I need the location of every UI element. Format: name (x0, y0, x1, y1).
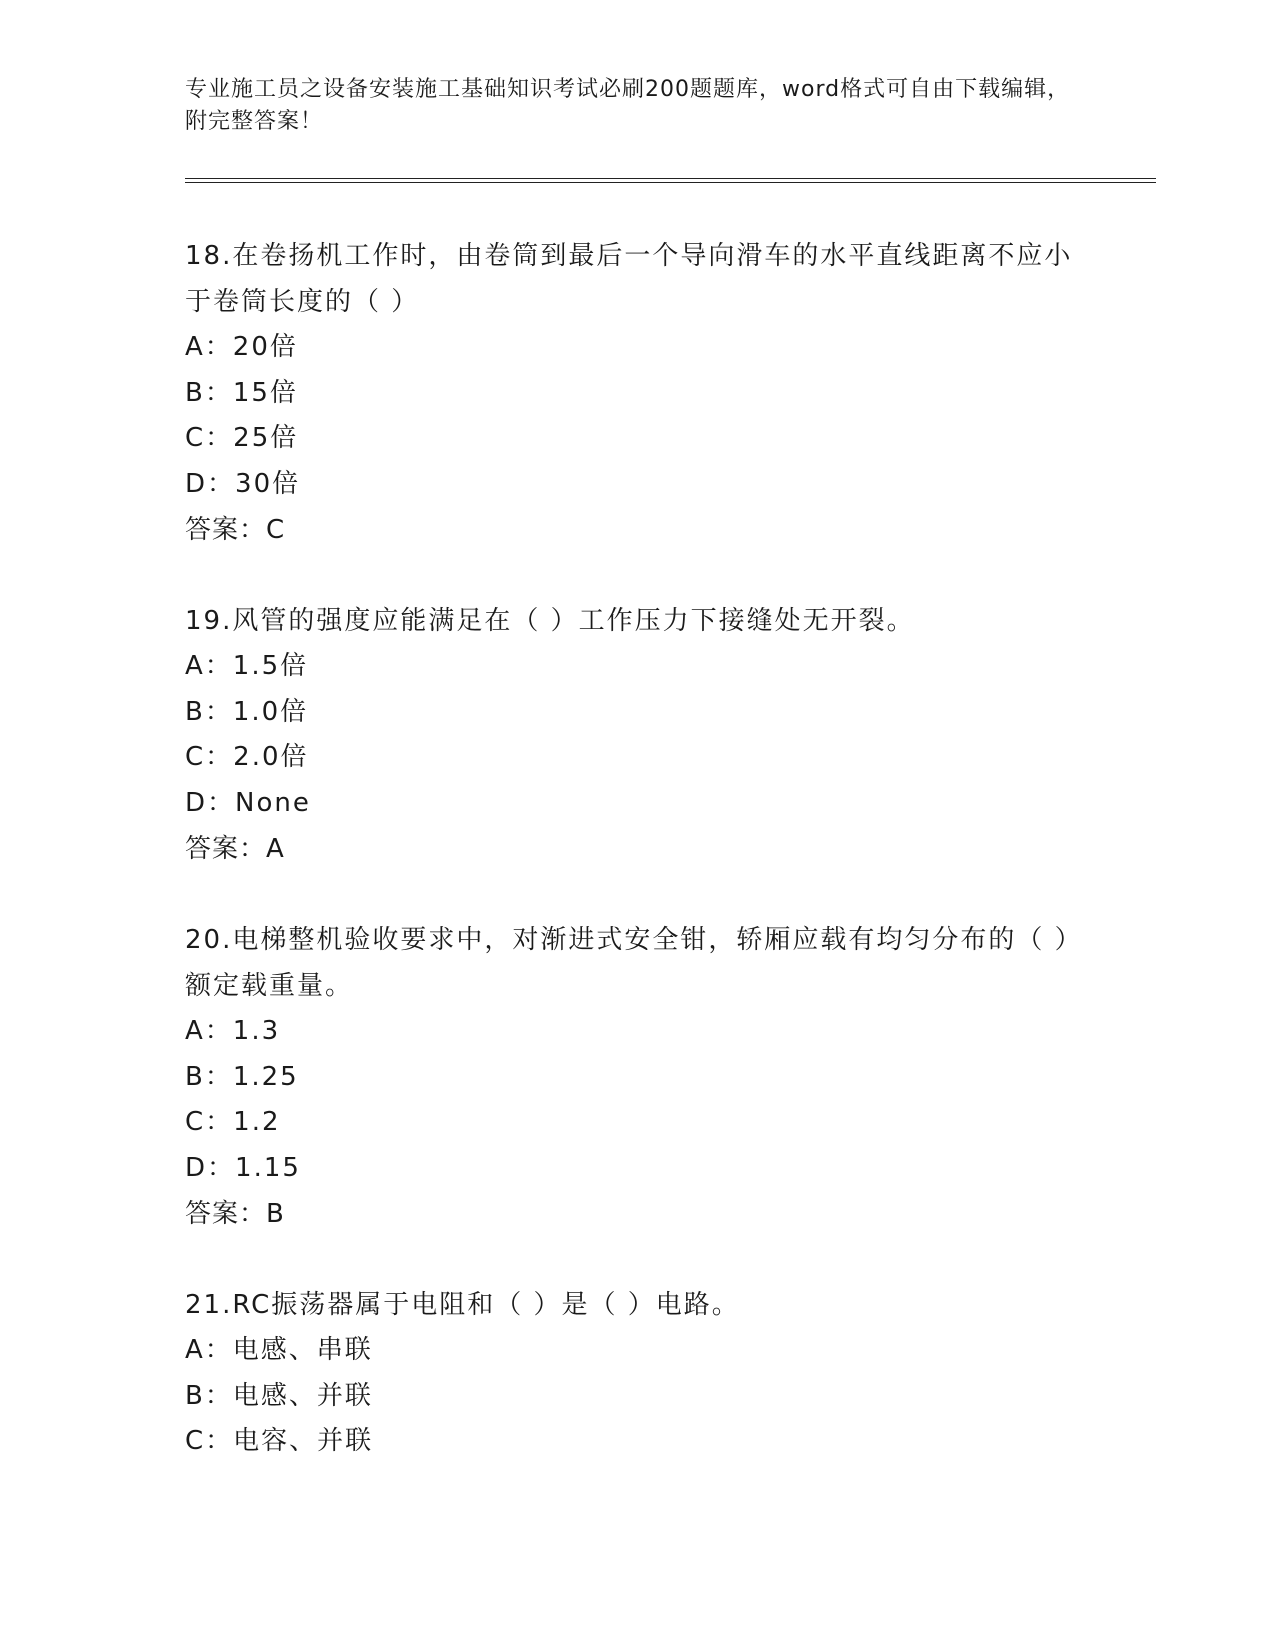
option-b: B：电感、并联 (185, 1380, 373, 1411)
option-d: D：30倍 (185, 468, 301, 499)
header-divider (185, 178, 1156, 183)
question-stem: 19.风管的强度应能满足在（ ）工作压力下接缝处无开裂。 (185, 606, 915, 636)
option-c: C：2.0倍 (185, 742, 309, 772)
option-b: B：1.0倍 (185, 696, 309, 727)
option-b: B：1.25 (185, 1061, 299, 1092)
question-stem: 18.在卷扬机工作时，由卷筒到最后一个导向滑车的水平直线距离不应小于卷筒长度的（ ） (185, 241, 1073, 317)
option-b: B：15倍 (185, 377, 298, 408)
option-a: A：电感、串联 (185, 1335, 373, 1365)
option-c: C：25倍 (185, 423, 299, 453)
question-21 (185, 1282, 1085, 1465)
question-18 (185, 233, 1085, 553)
option-c: C：电容、并联 (185, 1426, 374, 1456)
option-d: D：1.15 (185, 1152, 301, 1183)
question-list (185, 233, 1085, 1510)
option-a: A：1.5倍 (185, 651, 309, 681)
answer-line: 答案：C (185, 515, 286, 545)
option-a: A：1.3 (185, 1016, 281, 1046)
question-20 (185, 917, 1085, 1237)
question-stem: 20.电梯整机验收要求中，对渐进式安全钳，轿厢应载有均匀分布的（ ）额定载重量。 (185, 925, 1083, 1001)
answer-line: 答案：B (185, 1199, 285, 1229)
answer-line: 答案：A (185, 834, 285, 864)
question-19 (185, 598, 1085, 872)
document-header: 专业施工员之设备安装施工基础知识考试必刷200题题库，word格式可自由下载编辑，附完整答案！ (185, 77, 1071, 134)
option-d: D：None (185, 787, 311, 818)
option-a: A：20倍 (185, 332, 298, 362)
option-c: C：1.2 (185, 1107, 281, 1137)
question-stem: 21.RC振荡器属于电阻和（ ）是（ ）电路。 (185, 1290, 740, 1320)
